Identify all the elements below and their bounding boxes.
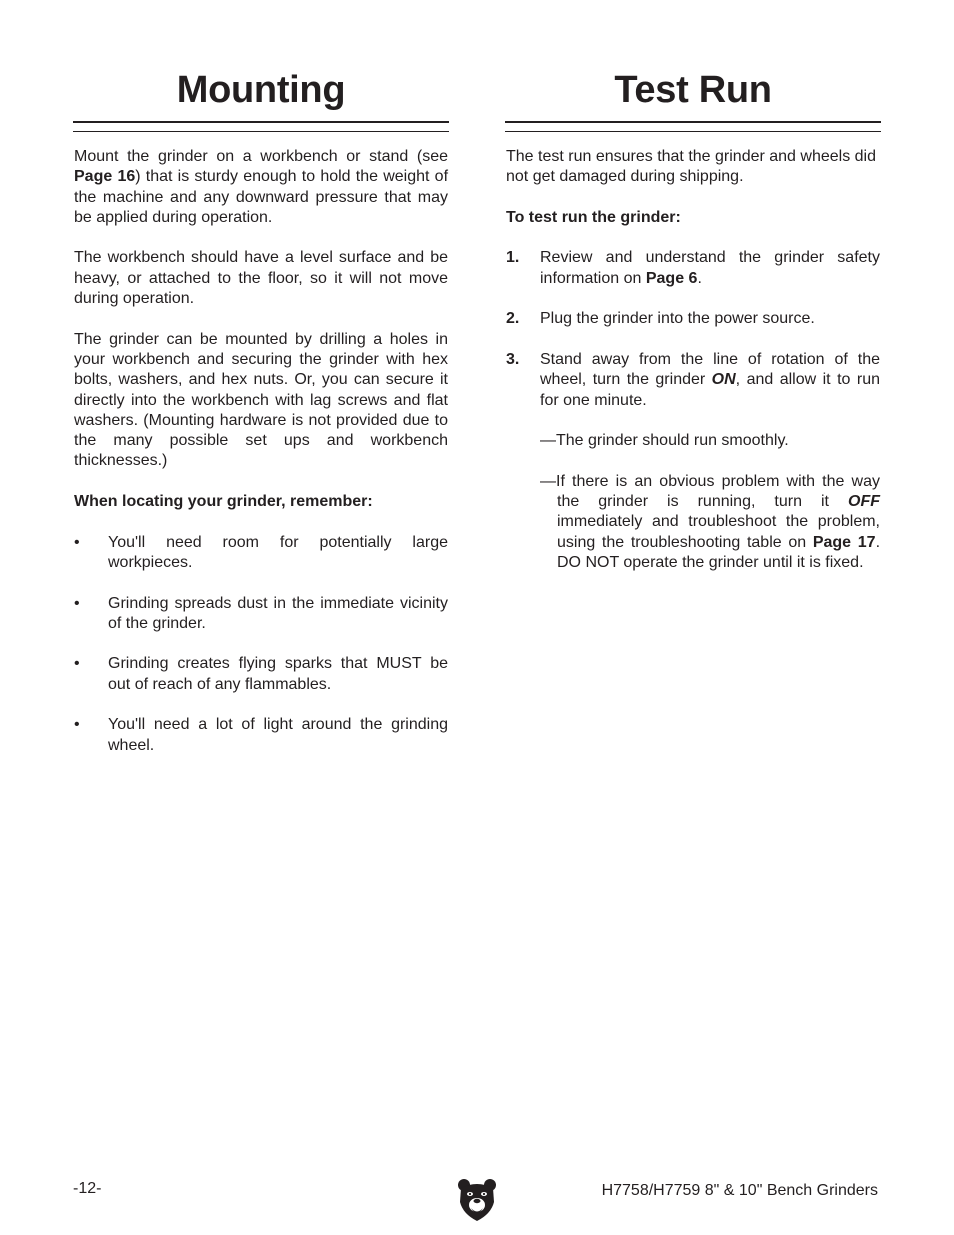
- page-number: -12-: [73, 1180, 102, 1197]
- on-keyword: ON: [711, 371, 736, 389]
- bullet-marker: •: [74, 655, 80, 673]
- heading-rule-thin: [73, 131, 449, 132]
- test-run-intro: The test run ensures that the grinder and wheels did not get damaged during shipping.: [506, 148, 876, 186]
- step-number: 2.: [506, 310, 520, 328]
- test-run-body: [506, 147, 880, 594]
- step-number: 3.: [506, 350, 520, 368]
- model-footer: H7758/H7759 8" & 10" Bench Grinders: [601, 1182, 878, 1199]
- heading-rule-thick: [73, 121, 449, 123]
- page-reference: Page 6: [645, 269, 698, 287]
- mounting-body: [74, 147, 448, 776]
- off-keyword: OFF: [848, 493, 880, 511]
- heading-rule-thick: [505, 121, 881, 123]
- locating-list-heading: When locating your grinder, remember:: [74, 493, 373, 511]
- step-number: 1.: [506, 249, 520, 267]
- list-item: • You'll need a lot of light around the grinding wheel.: [74, 716, 448, 754]
- bullet-marker: •: [74, 716, 80, 734]
- mounting-paragraph-2: The workbench should have a level surface and be heavy, or attached to the floor, so it will not move during operation.: [74, 249, 448, 308]
- step-note: —The grinder should run smoothly.: [540, 432, 789, 450]
- page-reference: Page 17: [812, 533, 876, 551]
- list-item: • Grinding spreads dust in the immediate vicinity of the grinder.: [74, 594, 448, 632]
- step-note: —If there is an obvious problem with the way the grinder is running, turn it OFF immediately and troubleshoot the problem, using the troubleshooting table on Page 17. DO NOT operate the grinder until it is fixed.: [540, 472, 881, 571]
- page-reference: Page 16: [74, 168, 136, 186]
- step-item: 3. Stand away from the line of rotation of the wheel, turn the grinder ON, and allow it to run for one minute.: [506, 350, 880, 409]
- bullet-marker: •: [74, 533, 80, 551]
- test-run-heading: Test Run: [614, 69, 772, 111]
- mounting-heading: Mounting: [176, 69, 346, 111]
- list-item: • You'll need room for potentially large workpieces.: [74, 533, 448, 571]
- list-item: • Grinding creates flying sparks that MUST be out of reach of any flammables.: [74, 655, 448, 693]
- heading-rule-thin: [505, 131, 881, 132]
- mounting-paragraph-3: The grinder can be mounted by drilling a holes in your workbench and securing the grinder with hex bolts, washers, and hex nuts. Or, you can secure it directly into the workbench with lag screws and flat washers. (Mounting hardware is not provided due to the many possible set ups and workbench thicknesses.): [74, 330, 448, 470]
- bear-head-logo-icon: [457, 1178, 497, 1222]
- step-item: 1. Review and understand the grinder safety information on Page 6.: [506, 249, 880, 287]
- mounting-paragraph-1: Mount the grinder on a workbench or stand (see Page 16) that is sturdy enough to hold the weight of the machine and any downward pressure that may be applied during operation.: [74, 148, 449, 226]
- test-run-steps-heading: To test run the grinder:: [506, 208, 681, 226]
- bullet-marker: •: [74, 594, 80, 612]
- step-item: 2. Plug the grinder into the power source.: [506, 309, 880, 329]
